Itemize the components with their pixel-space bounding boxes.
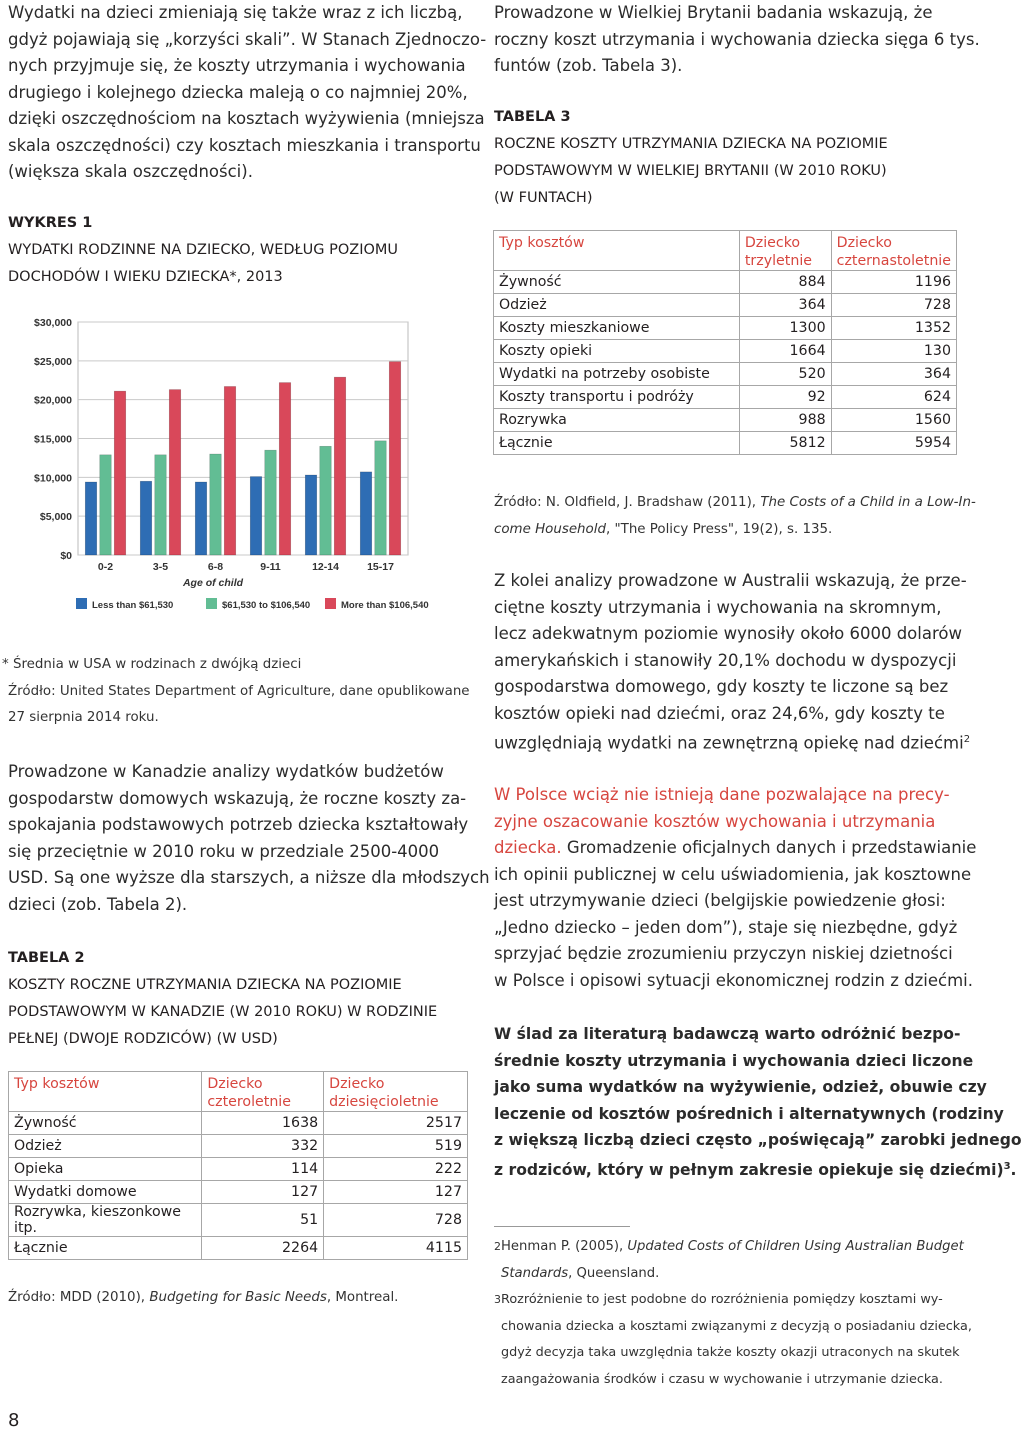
table2-title-line: PODSTAWOWYM W KANADZIE (W 2010 ROKU) W RODZINIE: [8, 1004, 438, 1020]
uk-line: Prowadzone w Wielkiej Brytanii badania wskazują, że: [494, 3, 933, 22]
legend-swatch: [76, 598, 87, 609]
footnote-suffix: , Queensland.: [568, 1265, 660, 1281]
canada-line: spokajania podstawowych potrzeb dziecka kształtowały: [8, 815, 469, 834]
intro-line: dzięki oszczędnościom na kosztach wyżywienia (mniejsza: [8, 109, 485, 128]
bar: [210, 454, 222, 555]
chart-source-line: Źródło: United States Department of Agriculture, dane opublikowane: [8, 683, 470, 699]
table-cell: 364: [739, 294, 831, 317]
footnote-prefix: Henman P. (2005),: [501, 1239, 628, 1254]
table-cell: Wydatki domowe: [9, 1181, 202, 1204]
y-tick-label: $5,000: [39, 511, 72, 524]
table3-title-line: ROCZNE KOSZTY UTRZYMANIA DZIECKA NA POZIOMIE: [494, 136, 888, 152]
canada-line: USD. Są one wyższe dla starszych, a niższe dla młodszych: [8, 868, 490, 887]
table-cell: Odzież: [494, 294, 740, 317]
table2-title-line: PEŁNEJ (DWOJE RODZICÓW) (W USD): [8, 1031, 278, 1047]
table2-title-line: KOSZTY ROCZNE UTRZYMANIA DZIECKA NA POZIOMIE: [8, 977, 402, 993]
source-prefix: Źródło: MDD (2010),: [8, 1290, 150, 1305]
table-cell: Łącznie: [494, 432, 740, 455]
footnote-line: zaangażowania środków i czasu w wychowanie i utrzymanie dziecka.: [501, 1371, 943, 1387]
table-row: [494, 432, 957, 455]
uk-paragraph: [494, 0, 980, 80]
y-tick-label: $30,000: [34, 317, 72, 329]
bar: [334, 377, 346, 555]
table-cell: 988: [739, 409, 831, 432]
column-header: Dziecko dziesięcioletnie: [324, 1072, 468, 1112]
footnote-divider: [494, 1226, 630, 1227]
chart-title-line: WYDATKI RODZINNE NA DZIECKO, WEDŁUG POZIOMU: [8, 242, 399, 258]
table3-title-line: (W FUNTACH): [494, 190, 593, 206]
bold-line: z rodziców, który w pełnym zakresie opiekuje się dziećmi): [494, 1160, 1004, 1179]
table2: [8, 1071, 468, 1260]
table-header-row: [9, 1072, 468, 1112]
table-cell: Koszty mieszkaniowe: [494, 317, 740, 340]
bar: [224, 386, 236, 555]
australia-line: uwzględniają wydatki na zewnętrzną opiekę nad dziećmi: [494, 733, 964, 753]
footnote-2: [494, 1234, 964, 1287]
australia-line: kosztów opieki nad dziećmi, oraz 24,6%, gdy koszty te: [494, 703, 945, 723]
australia-line: gospodarstwa domowego, gdy koszty te liczone są bez: [494, 677, 949, 696]
chart-heading: [8, 210, 398, 291]
y-tick-label: $10,000: [34, 472, 72, 485]
legend-label: Less than $61,530: [92, 600, 174, 611]
table-cell: 51: [202, 1204, 324, 1237]
x-tick-label: 6-8: [207, 561, 224, 573]
australia-line: Z kolei analizy prowadzone w Australii wskazują, że prze-: [494, 571, 967, 590]
table-row: [9, 1181, 468, 1204]
uk-line: roczny koszt utrzymania i wychowania dziecka sięga 6 tys.: [494, 29, 980, 49]
chart-notes: [2, 652, 470, 732]
bar: [375, 441, 387, 555]
footnote-3: [494, 1287, 972, 1393]
table-cell: 92: [739, 386, 831, 409]
table-cell: 728: [831, 294, 956, 317]
bar: [114, 391, 126, 555]
poland-line: jest utrzymywanie dzieci (belgijskie powiedzenie głosi:: [494, 891, 946, 910]
table-header-row: [494, 231, 957, 271]
footnote-line: chowania dziecka a kosztami związanymi z decyzją o posiadaniu dziecka,: [501, 1318, 972, 1334]
table-row: [494, 340, 957, 363]
footnote-ref: 2: [963, 734, 971, 745]
bar: [389, 362, 401, 555]
table3-source: [494, 490, 976, 543]
legend-swatch: [325, 598, 336, 609]
table-cell: 728: [324, 1204, 468, 1237]
table-cell: 5812: [739, 432, 831, 455]
table-cell: 332: [202, 1135, 324, 1158]
source-title: Budgeting for Basic Needs: [149, 1290, 327, 1305]
table-row: [494, 363, 957, 386]
table-cell: 5954: [831, 432, 956, 455]
table-cell: 624: [831, 386, 956, 409]
table-cell: 364: [831, 363, 956, 386]
table-cell: Rozrywka, kieszonkowe itp.: [9, 1204, 202, 1237]
bold-line: z większą liczbą dzieci często „poświęcają” zarobki jednego: [494, 1131, 1022, 1149]
canada-line: Prowadzone w Kanadzie analizy wydatków budżetów: [8, 762, 444, 781]
poland-line: ich opinii publicznej w celu uświadomienia, jak kosztowne: [494, 864, 972, 884]
table-cell: 1664: [739, 340, 831, 363]
table-cell: 520: [739, 363, 831, 386]
table-cell: Rozrywka: [494, 409, 740, 432]
bar: [100, 455, 112, 555]
table-cell: 130: [831, 340, 956, 363]
footnote-title: Updated Costs of Children Using Australian Budget: [627, 1239, 964, 1254]
bold-line: W ślad za literaturą badawczą warto odróżnić bezpo-: [494, 1025, 961, 1043]
intro-line: nych przyjmuje się, że koszty utrzymania i wychowania: [8, 56, 466, 75]
bar: [360, 472, 372, 555]
footnote-ref: 3: [1003, 1160, 1011, 1172]
table-row: [494, 271, 957, 294]
bar: [250, 477, 262, 555]
y-tick-label: $20,000: [34, 394, 72, 407]
poland-red-line: W Polsce wciąż nie istnieją dane pozwalające na precy-: [494, 785, 950, 804]
source-title: The Costs of a Child in a Low-In-: [760, 495, 976, 510]
source-suffix: , "The Policy Press", 19(2), s. 135.: [605, 521, 833, 537]
table-row: [494, 386, 957, 409]
source-title: come Household: [494, 521, 606, 537]
canada-line: dzieci (zob. Tabela 2).: [8, 894, 188, 914]
chart-label: WYKRES 1: [8, 215, 93, 231]
bold-paragraph: W ślad za literaturą badawczą warto odróżnić bezpo- średnie koszty utrzymania i wychowania dzieci liczone jako suma wydatków na wyżywienie, odzież, obuwie czy leczenie od kosztów pośrednich i alternatywnych (rodziny z większą liczbą dzieci często „poświęcają” zarobki jednego z rodziców, który w pełnym zakresie opiekuje się dziećmi)$^3$.: [494, 1021, 1022, 1183]
table2-source: [8, 1285, 398, 1312]
chart-note: * Średnia w USA w rodzinach z dwójką dzieci: [2, 657, 302, 672]
bar: [85, 482, 97, 555]
table-cell: 114: [202, 1158, 324, 1181]
intro-line: skala oszczędności) czy kosztach mieszkania i transportu: [8, 135, 481, 155]
footnote-number: 3: [494, 1293, 501, 1306]
canada-line: gospodarstw domowych wskazują, że roczne koszty za-: [8, 788, 467, 808]
table-cell: 4115: [324, 1237, 468, 1260]
footnotes: [494, 1234, 972, 1393]
bar: [169, 390, 181, 555]
table-row: [9, 1112, 468, 1135]
table-cell: Łącznie: [9, 1237, 202, 1260]
australia-paragraph: [494, 568, 970, 757]
table-cell: 1352: [831, 317, 956, 340]
source-prefix: Źródło: N. Oldfield, J. Bradshaw (2011),: [494, 495, 761, 510]
chart-source-line: 27 sierpnia 2014 roku.: [8, 710, 159, 725]
intro-paragraph: [8, 0, 486, 186]
table-cell: 1196: [831, 271, 956, 294]
column-header: Dziecko czteroletnie: [202, 1072, 324, 1112]
poland-paragraph: [494, 782, 976, 994]
table-cell: 222: [324, 1158, 468, 1181]
footnote-line: Rozróżnienie to jest podobne do rozróżnienia pomiędzy kosztami wy-: [501, 1292, 943, 1307]
poland-red-line: dziecka.: [494, 838, 562, 857]
intro-line: gdyż pojawiają się „korzyści skali”. W Stanach Zjednoczo-: [8, 29, 487, 49]
table-cell: Opieka: [9, 1158, 202, 1181]
bar-chart: [0, 310, 440, 625]
source-suffix: , Montreal.: [326, 1290, 399, 1305]
legend-label: More than $106,540: [341, 600, 429, 611]
column-header: Dziecko czternastoletnie: [831, 231, 956, 271]
canada-line: się przeciętnie w 2010 roku w przedziale 2500-4000: [8, 841, 440, 861]
table-cell: 1560: [831, 409, 956, 432]
footnote-number: 2: [494, 1240, 501, 1253]
table-cell: Koszty opieki: [494, 340, 740, 363]
x-tick-label: 15-17: [367, 561, 394, 573]
table-row: [9, 1204, 468, 1237]
page-number: 8: [8, 1410, 20, 1431]
bar: [305, 475, 317, 555]
table-cell: 127: [202, 1181, 324, 1204]
australia-line: lecz adekwatnym poziomie wynosiły około 6000 dolarów: [494, 624, 962, 643]
x-tick-label: 3-5: [152, 561, 169, 573]
poland-line: sprzyjać będzie zrozumieniu przyczyn niskiej dzietności: [494, 944, 953, 963]
table-row: [494, 317, 957, 340]
table-cell: Żywność: [9, 1112, 202, 1135]
legend-swatch: [206, 598, 217, 609]
table-cell: 1300: [739, 317, 831, 340]
bar: [320, 446, 332, 555]
table-cell: 2264: [202, 1237, 324, 1260]
table-row: [9, 1135, 468, 1158]
table-row: [494, 409, 957, 432]
bar: [265, 450, 277, 555]
table-cell: 127: [324, 1181, 468, 1204]
bold-line: leczenie od kosztów pośrednich i alternatywnych (rodziny: [494, 1104, 1004, 1123]
footnote-line: gdyż decyzja taka uwzględnia także koszty okazji utraconych na skutek: [501, 1345, 960, 1360]
table3-title-line: PODSTAWOWYM W WIELKIEJ BRYTANII (W 2010 ROKU): [494, 163, 887, 179]
x-tick-label: 9-11: [260, 561, 281, 573]
poland-line: Gromadzenie oficjalnych danych i przedstawianie: [561, 838, 977, 857]
australia-line: ciętne koszty utrzymania i wychowania na skromnym,: [494, 597, 942, 617]
table3-label: TABELA 3: [494, 109, 571, 125]
bar: [155, 455, 167, 555]
chart-title-line: DOCHODÓW I WIEKU DZIECKA*, 2013: [8, 269, 283, 285]
table2-heading: [8, 945, 437, 1053]
y-tick-label: $0: [60, 550, 72, 562]
canada-paragraph: [8, 759, 490, 918]
poland-line: „Jedno dziecko – jeden dom”), staje się niezbędne, gdyż: [494, 917, 958, 937]
intro-line: Wydatki na dzieci zmieniają się także wraz z ich liczbą,: [8, 3, 463, 22]
table-cell: Odzież: [9, 1135, 202, 1158]
table2-label: TABELA 2: [8, 950, 85, 966]
table3: [493, 230, 957, 455]
australia-line: amerykańskich i stanowiły 20,1% dochodu w dyspozycji: [494, 650, 957, 670]
y-tick-label: $25,000: [34, 355, 72, 368]
bar: [195, 482, 207, 555]
table-cell: 884: [739, 271, 831, 294]
column-header: Typ kosztów: [9, 1072, 202, 1112]
table-cell: 519: [324, 1135, 468, 1158]
bold-line: średnie koszty utrzymania i wychowania dzieci liczone: [494, 1051, 974, 1070]
table-cell: 2517: [324, 1112, 468, 1135]
intro-line: (większa skala oszczędności).: [8, 162, 253, 181]
x-tick-label: 12-14: [312, 561, 339, 573]
table3-heading: [494, 104, 888, 212]
intro-line: drugiego i kolejnego dziecka maleją o co najmniej 20%,: [8, 82, 468, 102]
poland-line: w Polsce i opisowi sytuacji ekonomicznej rodzin z dziećmi.: [494, 970, 974, 990]
x-tick-label: 0-2: [97, 561, 114, 573]
footnote-title: Standards: [501, 1265, 569, 1281]
bar: [140, 481, 152, 555]
table-cell: Wydatki na potrzeby osobiste: [494, 363, 740, 386]
bold-line: jako suma wydatków na wyżywienie, odzież, obuwie czy: [494, 1078, 987, 1096]
x-axis-label: Age of child: [182, 577, 244, 589]
table-row: [9, 1158, 468, 1181]
table-cell: Koszty transportu i podróży: [494, 386, 740, 409]
y-tick-label: $15,000: [34, 433, 72, 446]
table-cell: Żywność: [494, 271, 740, 294]
table-cell: 1638: [202, 1112, 324, 1135]
table-row: [9, 1237, 468, 1260]
poland-red-line: zyjne oszacowanie kosztów wychowania i utrzymania: [494, 811, 936, 831]
uk-line: funtów (zob. Tabela 3).: [494, 56, 683, 75]
legend-label: $61,530 to $106,540: [222, 600, 311, 611]
table-row: [494, 294, 957, 317]
column-header: Dziecko trzyletnie: [739, 231, 831, 271]
bar: [279, 383, 291, 555]
column-header: Typ kosztów: [494, 231, 740, 271]
